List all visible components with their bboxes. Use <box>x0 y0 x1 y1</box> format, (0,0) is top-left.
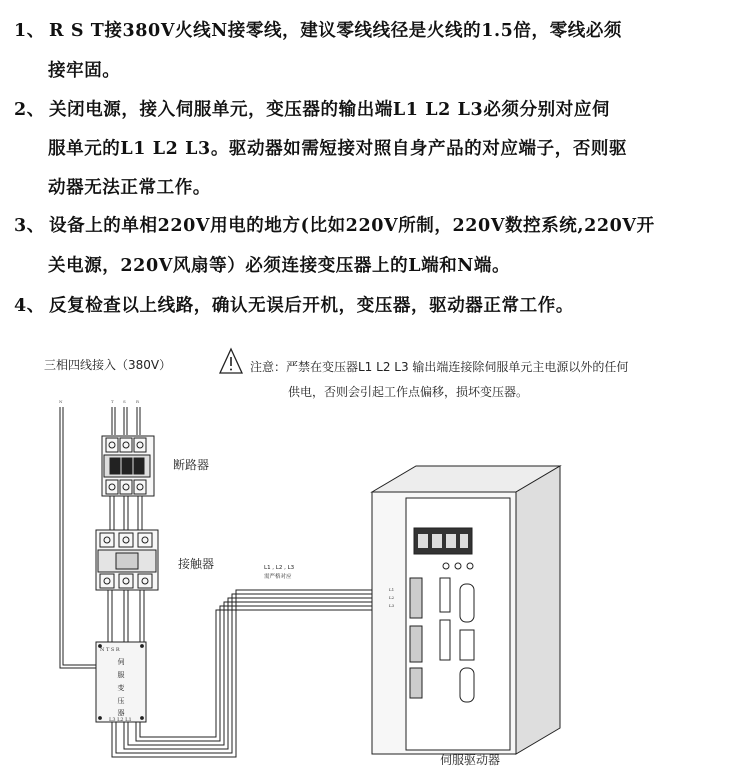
wire-label-t: T <box>111 399 114 404</box>
circuit-breaker <box>102 436 154 496</box>
step-1: 1、 R S T接380V火线N接零线，建议零线线径是火线的1.5倍，零线必须 <box>14 21 623 41</box>
wire-label-n: N <box>59 399 63 404</box>
step-2-continued-2: 动器无法正常工作。 <box>48 178 211 198</box>
phase-wires-top <box>112 407 140 435</box>
transformer-top-terminals: N T S R <box>100 647 120 653</box>
contactor-label: 接触器 <box>178 557 215 571</box>
transformer-bottom-terminals: L3 L2 L1 <box>109 717 132 723</box>
phase-wires-mid <box>110 496 142 530</box>
warning-text-line2: 供电，否则会引起工作点偏移，损坏变压器。 <box>288 385 529 399</box>
warning-text-line1: 注意：严禁在变压器L1 L2 L3 输出端连接除伺服单元主电源以外的任何 <box>250 360 629 374</box>
driver-terminal-l2: L2 <box>389 595 395 600</box>
step-1-continued: 接牢固。 <box>48 61 121 81</box>
contactor <box>96 530 158 590</box>
phase-wires-low <box>108 590 144 642</box>
breaker-label: 断路器 <box>173 458 210 472</box>
transformer-char-4: 压 <box>117 697 125 705</box>
cable-label-1: L1 , L2 , L3 <box>264 565 295 571</box>
driver-terminal-l3: L3 <box>389 603 395 608</box>
cable-label-2: 需严格对应 <box>264 574 292 580</box>
wire-label-s: S <box>123 399 126 404</box>
transformer-char-3: 变 <box>117 684 125 692</box>
driver-terminal-l1: L1 <box>389 587 395 592</box>
step-3: 3、 设备上的单相220V用电的地方(比如220V所制，220V数控系统,220V开 <box>14 216 655 236</box>
step-3-continued: 关电源，220V风扇等）必须连接变压器上的L端和N端。 <box>48 256 511 276</box>
transformer-char-5: 器 <box>117 709 125 717</box>
transformer-char-2: 服 <box>117 671 125 679</box>
wire-label-r: R <box>136 399 140 404</box>
warning-icon <box>220 349 242 373</box>
input-label: 三相四线接入（380V） <box>44 358 172 372</box>
step-2: 2、 关闭电源，接入伺服单元，变压器的输出端L1 L2 L3必须分别对应伺 <box>14 100 611 120</box>
neutral-wire <box>60 407 97 668</box>
step-2-continued-1: 服单元的L1 L2 L3。驱动器如需短接对照自身产品的对应端子，否则驱 <box>48 139 628 159</box>
step-4: 4、 反复检查以上线路，确认无误后开机，变压器，驱动器正常工作。 <box>14 296 574 316</box>
output-wires <box>112 590 400 757</box>
transformer-char-1: 伺 <box>117 658 125 666</box>
driver-label: 伺服驱动器 <box>440 753 501 767</box>
servo-driver <box>372 466 560 754</box>
